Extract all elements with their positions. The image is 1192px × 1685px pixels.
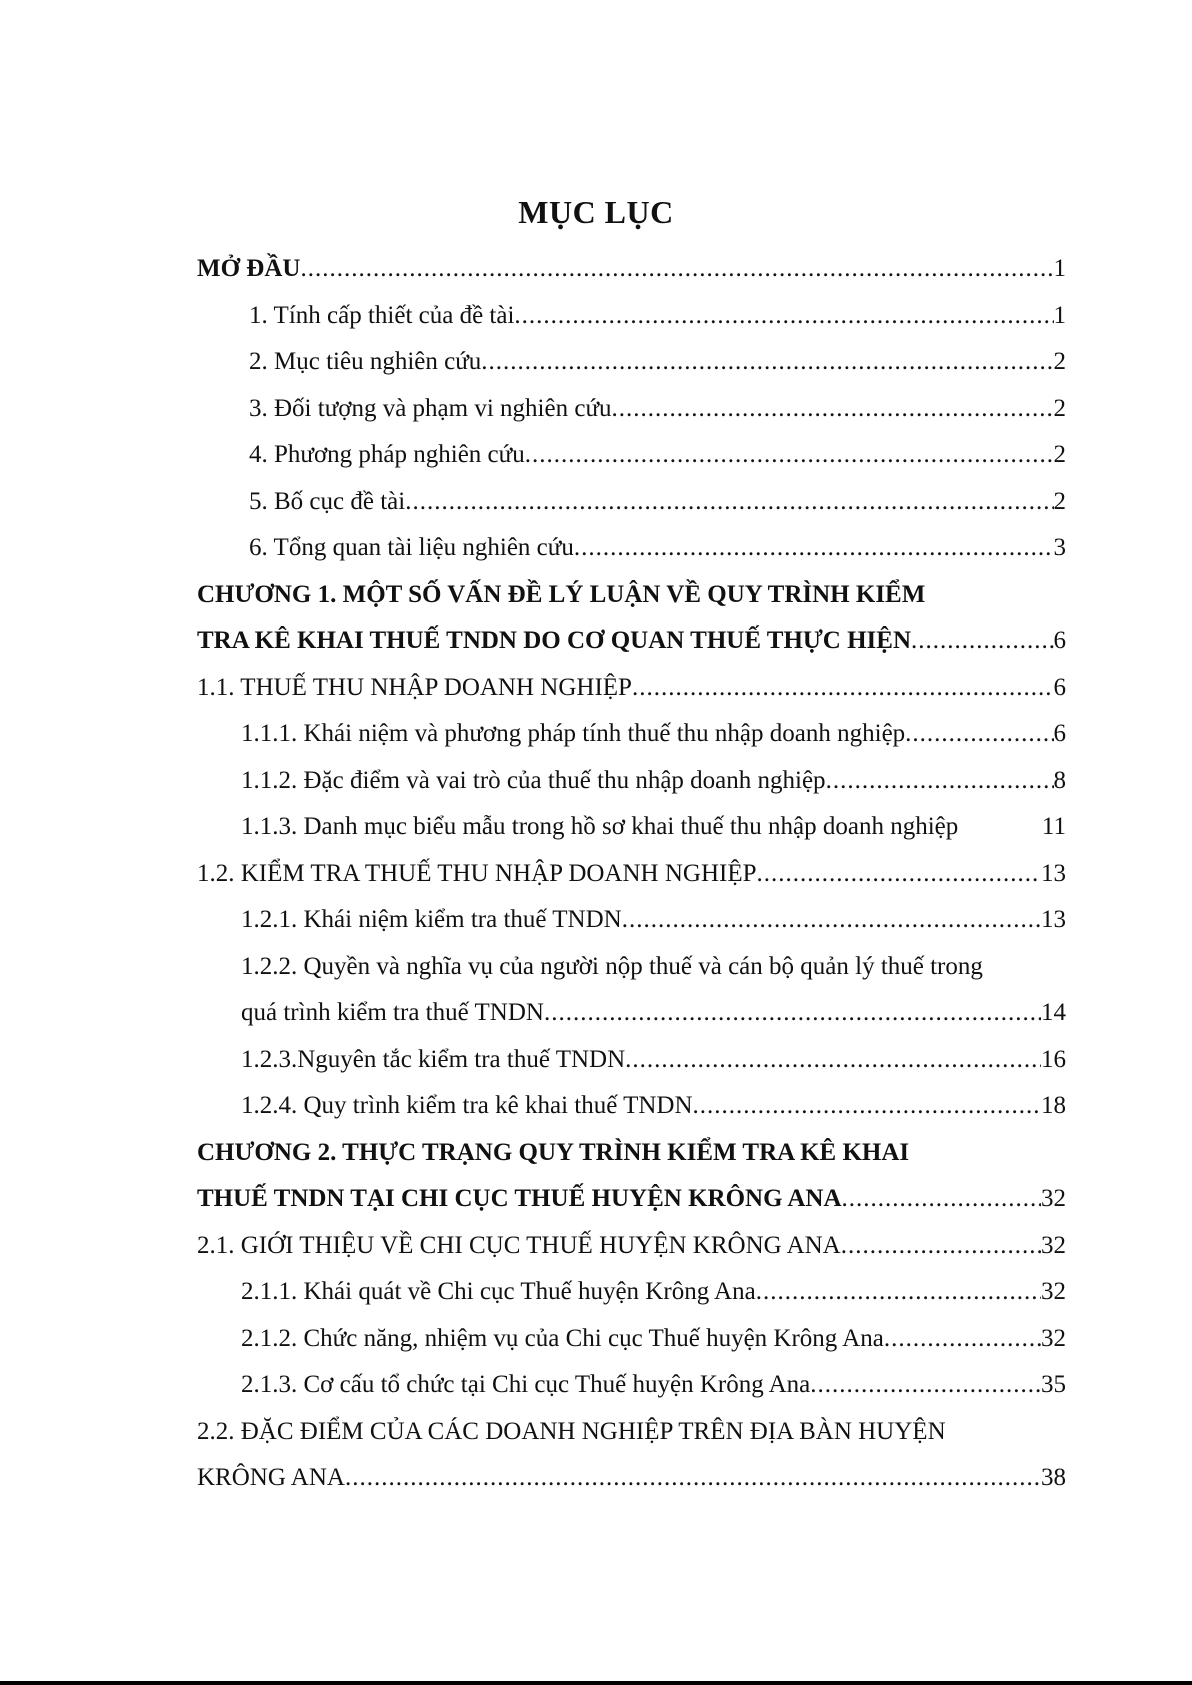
page-bottom-edge xyxy=(0,1681,1192,1685)
toc-entry-row xyxy=(241,1316,1066,1363)
toc-entry-row xyxy=(249,525,1066,572)
toc-dot-leader xyxy=(612,386,1054,433)
toc-page-number: 18 xyxy=(1041,1092,1066,1119)
toc-entry-row xyxy=(241,897,1066,944)
toc-page-number: 2 xyxy=(1053,348,1066,375)
toc-entry xyxy=(197,572,1066,665)
toc-entry xyxy=(197,1037,1066,1084)
toc-entry xyxy=(197,711,1066,758)
toc-entry-text: 2.1.1. Khái quát về Chi cục Thuế huyện Krông Ana xyxy=(241,1278,756,1305)
toc-page-number: 2 xyxy=(1053,441,1066,468)
toc-page-number: 38 xyxy=(1041,1464,1066,1491)
toc-entry xyxy=(197,432,1066,479)
toc-dot-leader xyxy=(345,1455,1041,1502)
toc-page-number: 14 xyxy=(1041,999,1066,1026)
toc-entry xyxy=(197,386,1066,433)
toc-page-number: 32 xyxy=(1041,1231,1066,1259)
toc-entry-text: 4. Phương pháp nghiên cứu xyxy=(249,441,525,468)
toc-entry-row xyxy=(249,432,1066,479)
toc-dot-leader xyxy=(622,897,1041,944)
toc-entry-text: 2. Mục tiêu nghiên cứu xyxy=(249,348,482,375)
toc-entry-text: 1.1. THUẾ THU NHẬP DOANH NGHIỆP xyxy=(197,673,632,701)
toc-entry-row xyxy=(197,665,1066,712)
toc-dot-leader xyxy=(905,711,1053,758)
toc-entry-text: THUẾ TNDN TẠI CHI CỤC THUẾ HUYỆN KRÔNG ANA xyxy=(197,1185,842,1212)
toc-entry xyxy=(197,758,1066,805)
toc-dot-leader xyxy=(625,1037,1041,1084)
toc-dot-leader xyxy=(911,618,1053,665)
toc-dot-leader xyxy=(405,479,1053,526)
toc-entry-row xyxy=(241,1037,1066,1084)
toc-page-number: 6 xyxy=(1053,627,1066,654)
toc-dot-leader xyxy=(810,1362,1041,1409)
toc-entry-row xyxy=(241,1362,1066,1409)
toc-entry xyxy=(197,897,1066,944)
toc-entry-row xyxy=(197,1223,1066,1270)
toc-dot-leader xyxy=(632,665,1054,712)
toc-page-number: 32 xyxy=(1041,1278,1066,1305)
toc-page-number: 11 xyxy=(1041,813,1066,840)
toc-entry xyxy=(197,1269,1066,1316)
toc-dot-leader xyxy=(544,990,1041,1037)
toc-dot-leader xyxy=(826,758,1054,805)
toc-dot-leader xyxy=(525,432,1054,479)
toc-entry-text: KRÔNG ANA xyxy=(197,1464,345,1491)
toc-entry-text: 1. Tính cấp thiết của đề tài xyxy=(249,301,515,329)
toc-page-number: 1 xyxy=(1053,255,1066,282)
toc-page-number: 32 xyxy=(1041,1185,1066,1212)
toc-dot-leader xyxy=(481,339,1053,386)
toc-entry-row xyxy=(197,1176,1066,1223)
toc-entry-row xyxy=(241,711,1066,758)
toc-page-number: 35 xyxy=(1041,1371,1066,1398)
toc-page-number: 13 xyxy=(1041,859,1066,887)
toc-entry-heading-line: 1.2.2. Quyền và nghĩa vụ của người nộp thuế và cán bộ quản lý thuế trong xyxy=(241,952,983,980)
toc-dot-leader xyxy=(841,1223,1041,1270)
toc-entry-text: 2.1.2. Chức năng, nhiệm vụ của Chi cục Thuế huyện Krông Ana xyxy=(241,1324,884,1352)
toc-page-number: 16 xyxy=(1041,1045,1066,1073)
toc-entry-row xyxy=(197,246,1066,293)
toc-entry-text: 1.2.3.Nguyên tắc kiểm tra thuế TNDN xyxy=(241,1045,626,1073)
toc-entry xyxy=(197,293,1066,340)
toc-entry xyxy=(197,1083,1066,1130)
toc-entry xyxy=(197,1316,1066,1363)
toc-dot-leader xyxy=(300,246,1053,293)
toc-entry-row xyxy=(249,386,1066,433)
toc-entry xyxy=(197,479,1066,526)
toc-entry-text: 5. Bố cục đề tài xyxy=(249,487,406,515)
toc-entry-text: MỞ ĐẦU xyxy=(197,255,301,282)
toc-entry-text: 1.1.2. Đặc điểm và vai trò của thuế thu nhập doanh nghiệp xyxy=(241,766,826,794)
toc-dot-leader xyxy=(574,525,1054,572)
toc-entry-text: 6. Tổng quan tài liệu nghiên cứu xyxy=(249,534,574,561)
toc-entry-text: 3. Đối tượng và phạm vi nghiên cứu xyxy=(249,394,612,422)
toc-entry-text: 1.2. KIỂM TRA THUẾ THU NHẬP DOANH NGHIỆP xyxy=(197,859,757,887)
toc-entry xyxy=(197,525,1066,572)
toc-entry xyxy=(197,246,1066,293)
toc-entry-text: 1.1.1. Khái niệm và phương pháp tính thuế thu nhập doanh nghiệp xyxy=(241,720,906,747)
toc-entry-heading-line: 2.2. ĐẶC ĐIỂM CỦA CÁC DOANH NGHIỆP TRÊN ĐỊA BÀN HUYỆN xyxy=(197,1417,946,1445)
toc-entry xyxy=(197,944,1066,1037)
toc-entry-heading-line: CHƯƠNG 1. MỘT SỐ VẤN ĐỀ LÝ LUẬN VỀ QUY TRÌNH KIỂM xyxy=(197,580,926,608)
toc-page-number: 2 xyxy=(1053,487,1066,515)
toc-page-number: 8 xyxy=(1053,766,1066,794)
toc-page-number: 13 xyxy=(1041,906,1066,933)
toc-dot-leader xyxy=(757,851,1042,898)
toc-page-number: 32 xyxy=(1041,1324,1066,1352)
toc-entry-text: quá trình kiểm tra thuế TNDN xyxy=(241,999,544,1026)
toc-entry-row xyxy=(249,339,1066,386)
toc-dot-leader xyxy=(693,1083,1041,1130)
toc-dot-leader xyxy=(756,1269,1041,1316)
toc-entry xyxy=(197,1362,1066,1409)
toc-entry xyxy=(197,339,1066,386)
toc-entry-text: 2.1. GIỚI THIỆU VỀ CHI CỤC THUẾ HUYỆN KRÔNG ANA xyxy=(197,1231,841,1259)
toc-entry-row xyxy=(197,1455,1066,1502)
toc-entry xyxy=(197,1223,1066,1270)
toc-entry xyxy=(197,665,1066,712)
toc-entry-row xyxy=(249,293,1066,340)
table-of-contents xyxy=(197,246,1066,1502)
toc-entry-heading-line: CHƯƠNG 2. THỰC TRẠNG QUY TRÌNH KIỂM TRA KÊ KHAI xyxy=(197,1138,910,1166)
toc-page-number: 2 xyxy=(1053,394,1066,422)
toc-entry-text: TRA KÊ KHAI THUẾ TNDN DO CƠ QUAN THUẾ THỰC HIỆN xyxy=(197,627,912,654)
toc-entry-row xyxy=(197,851,1066,898)
toc-entry-row xyxy=(241,804,1066,851)
toc-entry-text: 1.2.4. Quy trình kiểm tra kê khai thuế TNDN xyxy=(241,1092,693,1119)
toc-entry xyxy=(197,1130,1066,1223)
toc-title: MỤC LỤC xyxy=(518,194,674,230)
toc-entry xyxy=(197,851,1066,898)
toc-entry-row xyxy=(241,758,1066,805)
toc-entry-row xyxy=(241,1269,1066,1316)
toc-page-number: 6 xyxy=(1053,673,1066,701)
toc-entry-row xyxy=(241,990,1066,1037)
toc-dot-leader xyxy=(514,293,1053,340)
toc-dot-leader xyxy=(842,1176,1041,1223)
toc-entry-row xyxy=(249,479,1066,526)
toc-entry-row xyxy=(241,1083,1066,1130)
toc-page-number: 1 xyxy=(1053,301,1066,329)
toc-entry xyxy=(197,804,1066,851)
toc-entry-text: 2.1.3. Cơ cấu tổ chức tại Chi cục Thuế huyện Krông Ana xyxy=(241,1371,811,1398)
toc-entry xyxy=(197,1409,1066,1502)
toc-page-number: 6 xyxy=(1053,720,1066,747)
toc-entry-row xyxy=(197,618,1066,665)
toc-dot-leader xyxy=(884,1316,1041,1363)
toc-page-number: 3 xyxy=(1053,534,1066,561)
toc-entry-text: 1.1.3. Danh mục biểu mẫu trong hồ sơ khai thuế thu nhập doanh nghiệp xyxy=(241,813,959,840)
toc-entry-text: 1.2.1. Khái niệm kiểm tra thuế TNDN xyxy=(241,906,622,933)
